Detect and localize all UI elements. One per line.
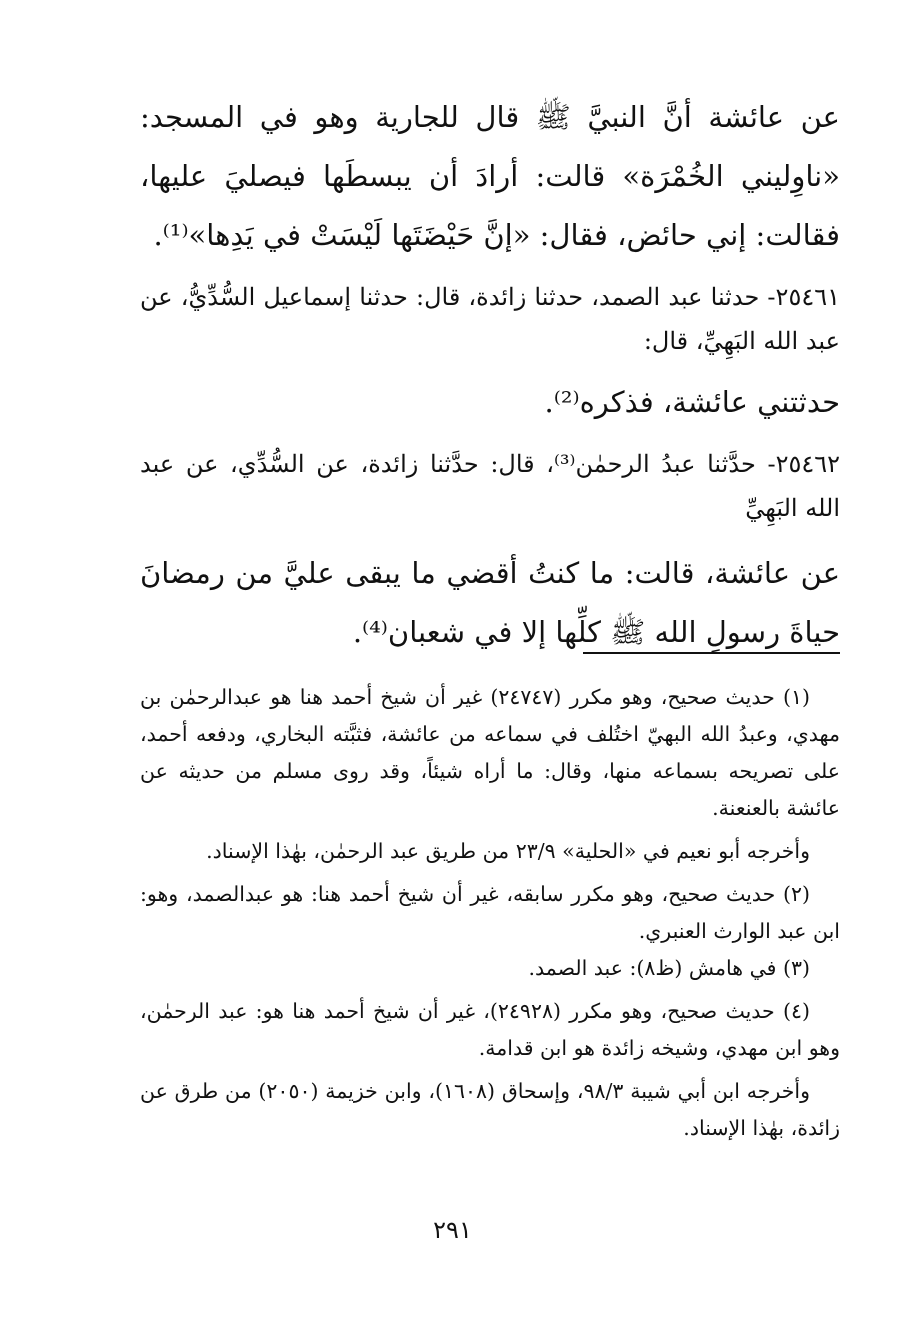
isnad-25462: ٢٥٤٦٢- حدَّثنا عبدُ الرحمٰن⁽³⁾، قال: حدَّثنا زائدة، عن السُّدِّي، عن عبد الله البَهِيِّ [140,450,841,522]
isnad-25461: ٢٥٤٦١- حدثنا عبد الصمد، حدثنا زائدة، قال: حدثنا إسماعيل السُّدِّيُّ، عن عبد الله البَهِيِّ، قال: [140,283,840,355]
footnote-1: (١) حديث صحيح، وهو مكرر (٢٤٧٤٧) غير أن شيخ أحمد هنا هو عبدالرحمٰن بن مهدي، وعبدُ الله البهيّ اختُلف في سماعه من عائشة، فثبَّته البخاري، ودفعه أحمد، على تصريحه بسماعه منها، وقال: ما أراه شيئاً، وقد روى مسلم من حديثه عن عائشة بالعنعنة. [140,685,840,820]
hadith-text-3: عن عائشة، قالت: ما كنتُ أقضي ما يبقى عليَّ من رمضانَ حياةَ رسولِ الله ﷺ كلِّها إلا في شعبان⁽⁴⁾. [140,556,840,649]
page-number: ٢٩١ [433,1216,472,1244]
footnote-4-continuation: وأخرجه ابن أبي شيبة ٩٨/٣، وإسحاق (١٦٠٨)، وابن خزيمة (٢٠٥٠) من طرق عن زائدة، بهٰذا الإسناد. [140,1079,840,1140]
hadith-text-2: حدثتني عائشة، فذكره⁽²⁾. [544,385,840,419]
footnote-1-continuation: وأخرجه أبو نعيم في «الحلية» ٢٣/٩ من طريق عبد الرحمٰن، بهٰذا الإسناد. [206,839,810,863]
main-text [140,88,840,662]
footnote-2: (٢) حديث صحيح، وهو مكرر سابقه، غير أن شيخ أحمد هنا: هو عبدالصمد، وهو: ابن عبد الوارث العنبري. [140,882,840,943]
footnotes [140,679,840,1147]
footnote-separator [583,652,840,654]
hadith-text-1: عن عائشة أنَّ النبيَّ ﷺ قال للجارية وهو في المسجد: «ناوِليني الخُمْرَة» قالت: أرادَ أن يبسطَها فيصليَ عليها، فقالت: إني حائض، فقال: «إنَّ حَيْضَتَها لَيْسَتْ في يَدِها»⁽¹⁾. [140,100,840,252]
footnote-3: (٣) في هامش (ظ٨): عبد الصمد. [528,956,810,980]
footnote-4: (٤) حديث صحيح، وهو مكرر (٢٤٩٢٨)، غير أن شيخ أحمد هنا هو: عبد الرحمٰن، وهو ابن مهدي، وشيخه زائدة هو ابن قدامة. [140,999,840,1060]
